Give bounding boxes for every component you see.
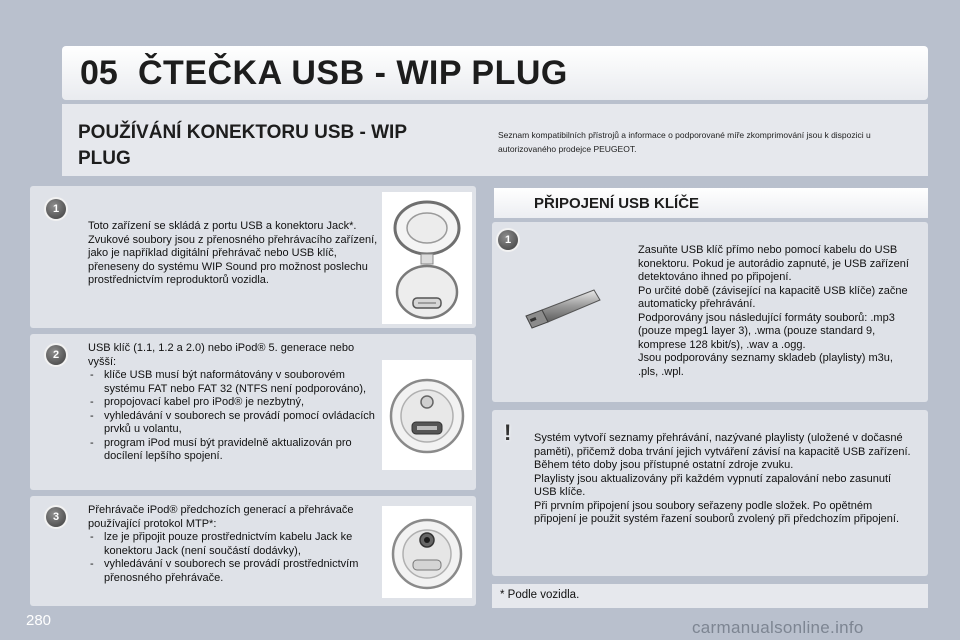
list-item: - klíče USB musí být naformátovány v souborovém systému FAT nebo FAT 32 (NTFS není podporováno), — [88, 369, 380, 396]
footnote: * Podle vozidla. — [500, 589, 580, 601]
step-3-list — [88, 531, 380, 585]
step-2-badge: 2 — [46, 345, 66, 365]
step-3-badge: 3 — [46, 507, 66, 527]
usb-stick-icon — [520, 282, 604, 338]
compatibility-note: Seznam kompatibilních přístrojů a informace o podporované míře zkomprimování jsou k dispozici u autorizovaného prodejce PEUGEOT. — [498, 130, 871, 154]
step-2-intro: USB klíč (1.1, 1.2 a 2.0) nebo iPod® 5. generace nebo vyšší: — [88, 342, 355, 368]
usb-step-1-badge: 1 — [498, 230, 518, 250]
step-2-text — [88, 342, 380, 464]
usb-cover-open-photo — [382, 192, 472, 324]
list-item: - program iPod musí být pravidelně aktualizován pro docílení lepšího spojení. — [88, 437, 380, 464]
warning-text: Systém vytvoří seznamy přehrávání, nazývané playlisty (uložené v dočasné paměti), přičemž doba trvání jejich vytváření závisí na kapacitě USB zařízení. Během této doby jsou přístupné ostatní zdroje zvuku. Playlisty jsou aktualizovány při každém vypnutí zapalování nebo zasunutí USB klíče. Při prvním připojení jsou soubory seřazeny podle složek. Po opětném připojení je použit systém řazení souborů zvolený při předchozím připojení. — [534, 432, 911, 525]
usb-connection-panel — [492, 222, 928, 402]
chapter-number: 05 — [80, 54, 118, 92]
footnote-box — [492, 584, 928, 608]
step-3-text — [88, 504, 380, 585]
step-2-list — [88, 369, 380, 464]
jack-socket-icon — [382, 506, 472, 598]
step-1-badge: 1 — [46, 199, 66, 219]
chapter-title: ČTEČKA USB - WIP PLUG — [138, 54, 568, 92]
step-1-text: Toto zařízení se skládá z portu USB a konektoru Jack*. Zvukové soubory jsou z přenosného přehrávacího zařízení, jako je například digitální přehrávač nebo USB klíč, přeneseny do systému WIP Sound pro možnost poslechu prostřednictvím reproduktorů vozidla. — [88, 220, 378, 286]
step-2-panel — [30, 334, 476, 490]
usb-connection-heading-box — [494, 188, 928, 218]
usb-connection-heading: PŘIPOJENÍ USB KLÍČE — [534, 195, 700, 212]
list-item: - vyhledávání v souborech se provádí pomocí ovládacích prvků u volantu, — [88, 410, 380, 437]
page-number: 280 — [26, 612, 52, 629]
section-heading: POUŽÍVÁNÍ KONEKTORU USB - WIP PLUG — [78, 122, 407, 169]
warning-panel — [492, 410, 928, 576]
step-3-intro: Přehrávače iPod® předchozích generací a přehrávače používající protokol MTP*: — [88, 504, 354, 530]
chapter-header — [62, 46, 928, 100]
step-3-panel — [30, 496, 476, 606]
usb-port-photo — [382, 360, 472, 470]
list-item: - vyhledávání v souborech se provádí prostřednictvím přenosného přehrávače. — [88, 558, 380, 585]
section-strip — [62, 104, 928, 176]
list-item: - lze je připojit pouze prostřednictvím kabelu Jack ke konektoru Jack (není součástí dodávky), — [88, 531, 380, 558]
warning-exclamation-icon: ! — [504, 420, 512, 445]
jack-port-photo — [382, 506, 472, 598]
usb-connection-text: Zasuňte USB klíč přímo nebo pomocí kabelu do USB konektoru. Pokud je autorádio zapnuté, je USB zařízení detektováno ihned po připojení. Po určité době (závisející na kapacitě USB klíče) začne automaticky přehrávání. Podporovány jsou následující formáty souborů: .mp3 (pouze mpeg1 layer 3), .wma (pouze standard 9, komprese 128 kbit/s), .wav a .ogg. Jsou podporovány seznamy skladeb (playlisty) m3u, .pls, .wpl. — [638, 244, 909, 378]
step-1-panel — [30, 186, 476, 328]
usb-socket-icon — [382, 360, 472, 470]
watermark: carmanualsonline.info — [692, 618, 864, 637]
list-item: - propojovací kabel pro iPod® je nezbytný, — [88, 396, 380, 410]
usb-port-cover-icon — [382, 192, 472, 324]
